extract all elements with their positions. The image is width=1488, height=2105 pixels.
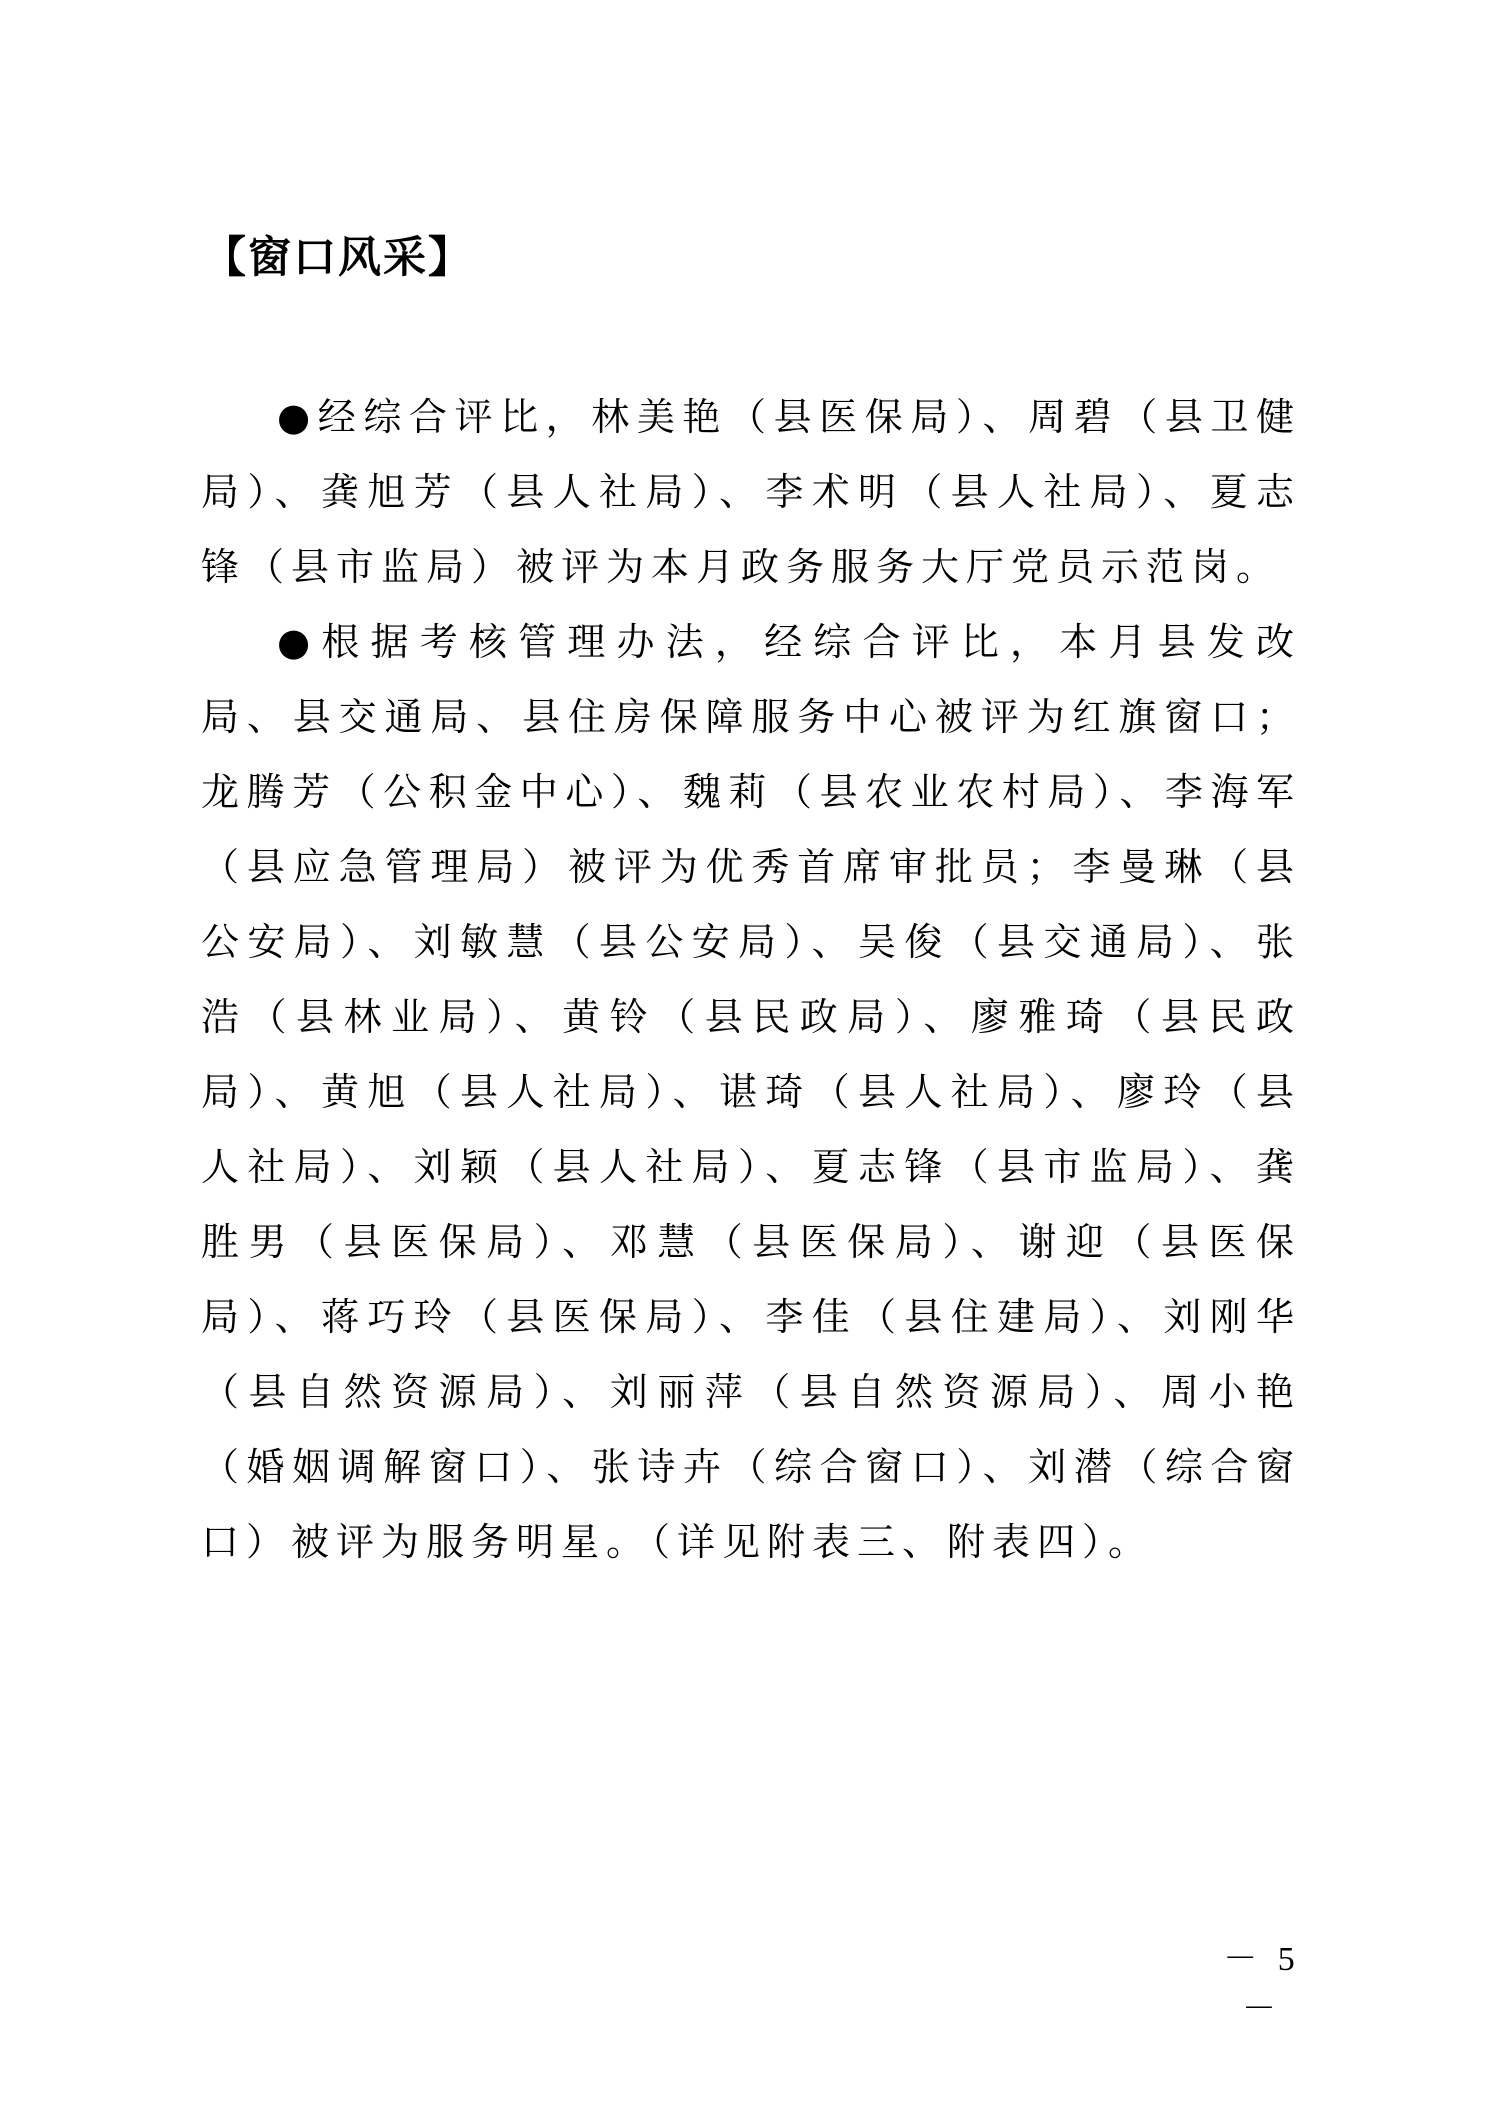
paragraph-red-flag-and-service-stars: ●根据考核管理办法，经综合评比，本月县发改局、县交通局、县住房保障服务中心被评为红旗窗口；龙腾芳（公积金中心）、魏莉（县农业农村局）、李海军（县应急管理局）被评为优秀首席审批员；李曼琳（县公安局）、刘敏慧（县公安局）、吴俊（县交通局）、张浩（县林业局）、黄铃（县民政局）、廖雅琦（县民政局）、黄旭（县人社局）、谌琦（县人社局）、廖玲（县人社局）、刘颖（县人社局）、夏志锋（县市监局）、龚胜男（县医保局）、邓慧（县医保局）、谢迎（县医保局）、蒋巧玲（县医保局）、李佳（县住建局）、刘刚华（县自然资源局）、刘丽萍（县自然资源局）、周小艳（婚姻调解窗口）、张诗卉（综合窗口）、刘潜（综合窗口）被评为服务明星。（详见附表三、附表四）。	[201, 620, 1301, 1564]
body-text	[201, 380, 1301, 1580]
paragraph-party-member-demonstration: ●经综合评比，林美艳（县医保局）、周碧（县卫健局）、龚旭芳（县人社局）、李术明（县人社局）、夏志锋（县市监局）被评为本月政务服务大厅党员示范岗。	[201, 395, 1301, 589]
section-title: 【窗口风采】	[203, 233, 473, 283]
page-number: － 5 －	[1223, 1941, 1301, 2028]
